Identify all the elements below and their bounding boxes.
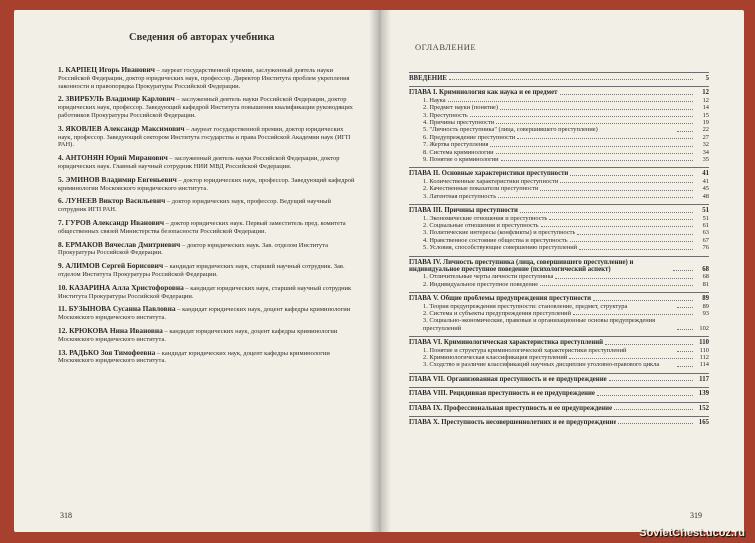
toc-chapter-page: 110: [699, 339, 709, 347]
toc-item: [409, 303, 709, 310]
toc-divider: [409, 167, 709, 168]
toc-chapter-page: 51: [702, 207, 709, 215]
toc-chapter: [409, 259, 709, 274]
leader-dots: [673, 270, 693, 271]
author-description: – заслуженный деятель науки Российской Федерации, доктор юридических наук, профессор. Заведующий кафедрой Института повышения квалификации руководящих работников Прокуратуры Российской Федерации.: [58, 96, 353, 119]
toc-item-text: 5. "Личность преступника" (лица, совершившего преступление): [423, 126, 598, 134]
author-name: 5. ЭМИНОВ Владимир Евгеньевич: [58, 174, 177, 184]
leader-dots: [593, 300, 693, 301]
toc-item-text: 5. Условия, способствующие совершению преступлений: [423, 244, 578, 252]
author-entry: [58, 305, 358, 322]
toc-item-page: 76: [702, 244, 709, 252]
toc-item-page: 32: [702, 141, 709, 149]
author-name: 8. ЕРМАКОВ Вячеслав Дмитриевич: [58, 239, 181, 249]
leader-dots: [448, 101, 693, 102]
author-entry: [58, 241, 358, 258]
toc-item-text: 2. Индивидуальное преступное поведение: [423, 280, 539, 288]
toc-item: [409, 178, 709, 185]
author-description: – лауреат государственной премии, доктор юридических наук, профессор. Заведующий сектором Института государства и права Российской Академии наук (ИГП РАН).: [58, 125, 351, 149]
leader-dots: [569, 358, 693, 359]
right-page-number: 319: [690, 511, 702, 520]
leader-dots: [573, 314, 693, 315]
toc-item-text: 2. Предмет науки (понятие): [423, 104, 499, 112]
toc-chapter-page: 165: [698, 419, 709, 427]
toc-chapter-page: 12: [702, 89, 709, 97]
toc-item-page: 63: [702, 229, 709, 237]
leader-dots: [540, 190, 693, 191]
toc-item-page: 112: [699, 354, 709, 361]
author-description: – кандидат юридических наук, старший научный сотрудник Института Прокуратуры Российской Федерации.: [58, 284, 352, 300]
toc-chapter-page: 152: [698, 404, 709, 412]
toc-item: [409, 361, 709, 368]
author-entry: [58, 66, 358, 90]
toc-item-text: 3. Латентная преступность: [423, 192, 497, 200]
toc-item-text: 2. Качественные показатели преступности: [423, 185, 539, 193]
author-name: 7. ГУРОВ Александр Иванович: [58, 217, 164, 227]
leader-dots: [677, 329, 693, 330]
toc-item-text: 2. Система и субъекты предупреждения преступлений: [423, 309, 571, 317]
toc-chapter-page: 89: [702, 295, 709, 303]
toc-item: [409, 229, 709, 236]
toc-item: [409, 193, 709, 200]
toc-item-text: 2. Криминологическая классификация преступлений: [423, 354, 568, 361]
author-entry: [58, 95, 358, 119]
author-description: – заслуженный деятель науки Российской Федерации, доктор юридических наук. Главный научный сотрудник НИИ МВД Российской Федерации.: [58, 155, 340, 170]
toc-intro-text: ВВЕДЕНИЕ: [409, 75, 447, 82]
book-spread: [14, 10, 744, 532]
toc-item-page: 102: [699, 324, 709, 332]
toc-item-page: 15: [702, 111, 709, 119]
toc-divider: [409, 336, 709, 337]
left-page-number: 318: [60, 511, 72, 520]
author-entry: [58, 154, 358, 171]
toc-chapter-text: ГЛАВА V. Общие проблемы предупреждения преступности: [409, 295, 591, 303]
toc-chapter: [409, 376, 709, 383]
toc-chapter: [409, 339, 709, 346]
leader-dots: [517, 138, 693, 139]
leader-dots: [498, 197, 693, 198]
toc-item-text: 1. Экономические отношения и преступность: [423, 214, 548, 222]
author-entry: [58, 219, 358, 236]
toc-item: [409, 141, 709, 148]
leader-dots: [501, 160, 693, 161]
toc-item-text: 1. Наука: [423, 96, 446, 104]
leader-dots: [541, 226, 693, 227]
toc-chapter-text: ГЛАВА I. Криминология как наука и ее предмет: [409, 89, 558, 97]
toc-intro: [409, 75, 709, 82]
author-entry: [58, 176, 358, 193]
leader-dots: [449, 79, 693, 80]
toc-item-page: 22: [702, 126, 709, 134]
toc-item-page: 48: [702, 192, 709, 200]
toc-item: [409, 273, 709, 280]
toc-chapter-text: ГЛАВА VI. Криминологическая характеристика преступлений: [409, 339, 604, 347]
author-name: 6. ЛУНЕЕВ Виктор Васильевич: [58, 196, 166, 206]
toc-divider: [409, 204, 709, 205]
toc-item-text: 3. Политические интересы (конфликты) и преступность: [423, 229, 576, 237]
authors-title: Сведения об авторах учебника: [129, 32, 275, 43]
toc-divider: [409, 72, 709, 73]
author-name: 12. КРЮКОВА Нина Ивановна: [58, 325, 163, 335]
toc-divider: [409, 373, 709, 374]
leader-dots: [520, 212, 693, 213]
leader-dots: [540, 285, 693, 286]
toc-item: [409, 317, 709, 332]
toc-intro-page: 5: [705, 75, 709, 82]
author-description: – доктор юридических наук. Первый заместитель пред. комитета общественных связей Министерства безопасности Российской Федерации.: [58, 219, 346, 235]
leader-dots: [570, 241, 693, 242]
toc-item: [409, 237, 709, 244]
toc-item-page: 93: [702, 309, 709, 317]
toc-item: [409, 119, 709, 126]
toc-chapter-text: ГЛАВА VIII. Рецидивная преступность и ее предупреждение: [409, 390, 595, 398]
toc-item-page: 14: [702, 104, 709, 112]
toc-divider: [409, 256, 709, 257]
leader-dots: [555, 278, 693, 279]
toc-item-page: 34: [702, 148, 709, 156]
author-name: 11. БУЗЫНОВА Сусанна Павловна: [58, 304, 176, 314]
author-name: 1. КАРПЕЦ Игорь Иванович: [58, 65, 155, 74]
toc-item-text: 6. Предупреждение преступности: [423, 133, 516, 141]
toc-item-text: 1. Понятие и структура криминологической характеристики преступлений: [423, 346, 627, 354]
leader-dots: [618, 423, 693, 424]
toc-item: [409, 222, 709, 229]
toc-item: [409, 97, 709, 104]
right-page: [379, 10, 744, 532]
toc-chapter-page: 139: [698, 390, 709, 398]
toc-item-text: 2. Социальные отношения и преступность: [423, 221, 539, 229]
author-entry: [58, 125, 358, 149]
toc-item-page: 27: [702, 133, 709, 141]
toc-chapter: [409, 295, 709, 302]
toc-chapter-text: ГЛАВА III. Причины преступности: [409, 207, 518, 215]
leader-dots: [677, 131, 693, 132]
toc-item-text: 1. Теория предупреждения преступности: становление, предмет, структура: [423, 302, 628, 310]
toc-divider: [409, 402, 709, 403]
toc-chapter-text: ГЛАВА IV. Личность преступника (лица, совершившего преступление) и индивидуальное преступное поведение (психологический аспект): [409, 258, 634, 273]
toc-item-page: 81: [702, 280, 709, 288]
author-entry: [58, 349, 358, 366]
toc-item-page: 12: [702, 96, 709, 104]
leader-dots: [500, 109, 693, 110]
toc-item-page: 35: [702, 156, 709, 164]
author-name: 9. АЛИМОВ Сергей Борисович: [58, 261, 164, 271]
leader-dots: [570, 175, 693, 176]
author-description: – кандидат юридических наук, доцент кафедры криминологии Московского юридического института.: [58, 349, 330, 365]
leader-dots: [579, 249, 693, 250]
toc-chapter: [409, 405, 709, 412]
toc-item: [409, 310, 709, 317]
leader-dots: [560, 94, 693, 95]
toc-chapter-page: 41: [702, 170, 709, 178]
toc-item-text: 4. Нравственное состояние общества и преступность: [423, 236, 568, 244]
toc-item-text: 3. Сходство и различие классификаций научных дисциплин уголовно-правового цикла: [423, 361, 660, 369]
leader-dots: [677, 366, 693, 367]
toc-item: [409, 244, 709, 251]
leader-dots: [614, 409, 693, 410]
toc-item-text: 1. Отличительные черты личности преступника: [423, 273, 554, 281]
toc-item-text: 9. Понятие о криминологии: [423, 156, 499, 164]
author-description: – кандидат юридических наук, доцент кафедры криминологии Московского юридического института.: [58, 327, 338, 343]
leader-dots: [549, 219, 693, 220]
author-entry: [58, 262, 358, 279]
toc-item-page: 41: [702, 177, 709, 185]
leader-dots: [496, 153, 693, 154]
toc-item: [409, 134, 709, 141]
toc-title: ОГЛАВЛЕНИЕ: [415, 42, 477, 52]
leader-dots: [496, 123, 693, 124]
table-of-contents: [409, 72, 709, 430]
toc-item-page: 51: [702, 214, 709, 222]
leader-dots: [605, 344, 693, 345]
author-name: 4. АНТОНЯН Юрий Миранович: [58, 153, 168, 163]
toc-item: [409, 104, 709, 111]
toc-item-page: 110: [699, 346, 709, 354]
leader-dots: [677, 351, 693, 352]
leader-dots: [577, 234, 693, 235]
toc-chapter-text: ГЛАВА VII. Организованная преступность и ее предупреждение: [409, 375, 607, 383]
author-entry: [58, 197, 358, 214]
watermark: SovietChest.ucoz.ru: [639, 527, 745, 539]
toc-item-text: 3. Преступность: [423, 111, 468, 119]
author-description: – кандидат юридических наук, доцент кафедры криминологии Московского юридического института.: [58, 306, 351, 322]
toc-chapter-text: ГЛАВА IX. Профессиональная преступность и ее предупреждение: [409, 404, 613, 412]
toc-item-page: 68: [702, 273, 709, 281]
toc-item-text: 4. Причины преступности: [423, 119, 495, 127]
toc-item: [409, 185, 709, 192]
toc-chapter: [409, 207, 709, 214]
authors-list: [58, 66, 358, 370]
toc-item-page: 45: [702, 185, 709, 193]
toc-item: [409, 215, 709, 222]
leader-dots: [490, 146, 693, 147]
toc-item: [409, 156, 709, 163]
author-name: 3. ЯКОВЛЕВ Александр Максимович: [58, 123, 185, 133]
toc-item: [409, 149, 709, 156]
toc-chapter: [409, 170, 709, 177]
leader-dots: [470, 116, 693, 117]
left-page: [14, 10, 379, 532]
toc-item-page: 61: [702, 221, 709, 229]
toc-item-text: 3. Социально-экономические, правовые и организационные основы предупреждения преступлений: [423, 317, 656, 332]
author-description: – кандидат юридических наук, старший научный сотрудник. Зав. отделом Института Прокуратуры Российской Федерации.: [58, 263, 345, 278]
toc-chapter-page: 68: [702, 265, 709, 273]
toc-chapter-page: 117: [699, 375, 709, 383]
toc-divider: [409, 292, 709, 293]
author-description: – доктор юридических наук. Зав. отделом Института Прокуратуры Российской Федерации.: [58, 241, 328, 257]
author-entry: [58, 284, 358, 301]
author-name: 2. ЗВИРБУЛЬ Владимир Карлович: [58, 94, 175, 104]
toc-chapter: [409, 89, 709, 96]
toc-item: [409, 354, 709, 361]
toc-chapter: [409, 390, 709, 397]
toc-item: [409, 281, 709, 288]
author-description: – доктор юридических наук, профессор. Заведующий кафедрой криминологии Московского юридического института.: [58, 176, 355, 192]
toc-chapter-text: ГЛАВА II. Основные характеристики преступности: [409, 170, 569, 178]
toc-item-page: 114: [699, 361, 709, 369]
toc-item-text: 8. Система криминологии: [423, 148, 494, 156]
leader-dots: [560, 182, 693, 183]
toc-item-page: 89: [702, 302, 709, 310]
toc-item-text: 7. Жертва преступления: [423, 141, 489, 149]
leader-dots: [597, 395, 693, 396]
toc-item: [409, 126, 709, 133]
toc-chapter-text: ГЛАВА X. Преступность несовершеннолетних и ее предупреждение: [409, 419, 617, 427]
toc-item-page: 19: [702, 119, 709, 127]
author-description: – доктор юридических наук, профессор. Ведущий научный сотрудник ИГП РАН.: [58, 198, 331, 214]
author-name: 13. РАДЬКО Зоя Тимофеевна: [58, 347, 156, 357]
leader-dots: [677, 307, 693, 308]
author-entry: [58, 327, 358, 344]
author-name: 10. КАЗАРИНА Алла Христофоровна: [58, 282, 184, 292]
toc-item-page: 67: [702, 236, 709, 244]
toc-item: [409, 112, 709, 119]
author-description: – лауреат государственной премии, заслуженный деятель науки Российской Федерации, доктор юридических наук, профессор. Директор Института проблем укрепления законности и правопорядка Прокуратуры Российской Федерации.: [58, 67, 350, 90]
toc-divider: [409, 86, 709, 87]
leader-dots: [609, 380, 693, 381]
toc-item-text: 1. Количественные характеристики преступности: [423, 177, 559, 185]
toc-divider: [409, 416, 709, 417]
toc-divider: [409, 387, 709, 388]
toc-chapter: [409, 419, 709, 426]
toc-item: [409, 347, 709, 354]
